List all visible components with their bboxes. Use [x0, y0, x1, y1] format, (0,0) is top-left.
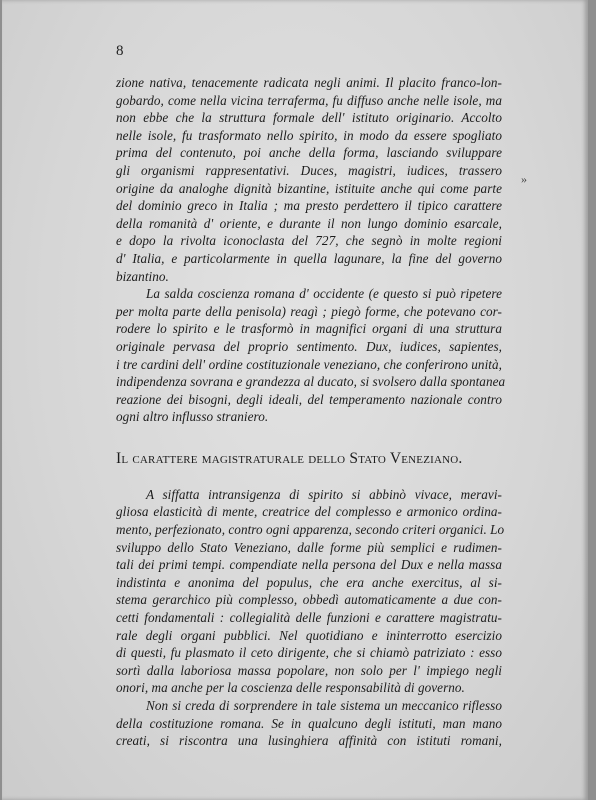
text-line: e dopo la rivolta iconoclasta del 727, che segnò in molte regioni — [116, 233, 502, 249]
text-line: prima del contenuto, poi anche della forma, lasciando sviluppare — [116, 145, 502, 161]
margin-mark: » — [521, 172, 527, 186]
book-page — [2, 0, 588, 800]
text-line: ogni altro influsso straniero. — [116, 409, 269, 425]
text-line: stema gerarchico più complesso, obbedì automaticamente a due con- — [116, 592, 502, 608]
text-line: sortì dalla laboriosa massa popolare, non solo per l' impiego negli — [116, 662, 502, 678]
text-line: non ebbe che la struttura formale dell' istituto originario. Accolto — [116, 110, 502, 126]
text-line: d' Italia, e particolarmente in quella lagunare, la fine del governo — [116, 250, 502, 266]
text-line: della romanità d' oriente, e durante il non lungo dominio esarcale, — [116, 215, 502, 231]
text-line: origine da analoghe dignità bizantine, istituite anche qui come parte — [116, 180, 502, 196]
section-heading — [116, 450, 502, 468]
text-line: zione nativa, tenacemente radicata negli animi. Il placito franco-lon- — [116, 75, 502, 90]
text-line: gli organismi rappresentativi. Duces, magistri, iudices, trassero — [116, 162, 502, 178]
text-line: Non si creda di sorprendere in tale sistema un meccanico riflesso — [146, 698, 502, 713]
paragraph-3 — [116, 486, 505, 697]
paragraph-2 — [116, 285, 506, 426]
text-line: A siffatta intransigenza di spirito si abbinò vivace, meravi- — [146, 486, 502, 502]
text-line: di questi, fu plasmato il ceto dirigente, che si chiamò patriziato : esso — [116, 645, 502, 661]
text-line: reazione dei bisogni, degli ideali, del temperamento nazionale contro — [116, 391, 502, 407]
text-line: creati, si riscontra una lusinghiera affinità con istituti romani, — [116, 733, 502, 749]
text-line: originale pervasa del proprio sentimento. Dux, iudices, sapientes, — [116, 338, 502, 354]
text-line: i tre cardini dell' ordine costituzionale veneziano, che conferirono unità, — [116, 356, 502, 372]
text-line: tali dei primi tempi. compendiate nella persona del Dux e nella massa — [116, 557, 502, 573]
page-body — [116, 74, 506, 750]
text-line: per molta parte della penisola) reagì ; piegò forme, che potevano cor- — [116, 303, 502, 319]
text-line: mento, perfezionato, contro ogni apparenza, secondo criteri organici. Lo — [116, 522, 505, 538]
section-heading-text: Il carattere magistraturale dello Stato Veneziano. — [116, 449, 463, 467]
text-line: della costituzione romana. Se in qualcuno degli istituti, man mano — [116, 715, 502, 731]
text-line: indipendenza sovrana e grandezza al ducato, si svolsero dalla spontanea — [116, 374, 506, 390]
paragraph-4 — [116, 697, 502, 750]
text-line: rodere lo spirito e le trasformò in magnifici organi di una struttura — [116, 321, 502, 337]
text-line: sviluppo dello Stato Veneziano, dalle forme più semplici e rudimen- — [116, 539, 502, 555]
text-line: nelle isole, fu trasformato nello spirito, in modo da essere spogliato — [116, 127, 502, 143]
text-line: cetti fondamentali : collegialità delle funzioni e carattere magistratu- — [116, 610, 502, 626]
text-line: del dominio greco in Italia ; ma presto perdettero il tipico carattere — [116, 198, 502, 214]
text-line: rale degli organi pubblici. Nel quotidiano e ininterrotto esercizio — [116, 627, 502, 643]
text-line: onori, ma anche per la coscienza delle responsabilità di governo. — [116, 680, 465, 696]
text-line: indistinta e anonima del populus, che era anche exercitus, al si- — [116, 574, 502, 590]
paragraph-1 — [116, 74, 502, 285]
text-line: gobardo, come nella vicina terraferma, fu diffuso anche nelle isole, ma — [116, 92, 502, 108]
text-line: La salda coscienza romana d' occidente (e questo si può ripetere — [146, 286, 502, 302]
page-number: 8 — [116, 43, 124, 59]
text-line: bizantino. — [116, 268, 169, 284]
text-line: gliosa elasticità di mente, creatrice del complesso e armonico ordina- — [116, 504, 502, 520]
